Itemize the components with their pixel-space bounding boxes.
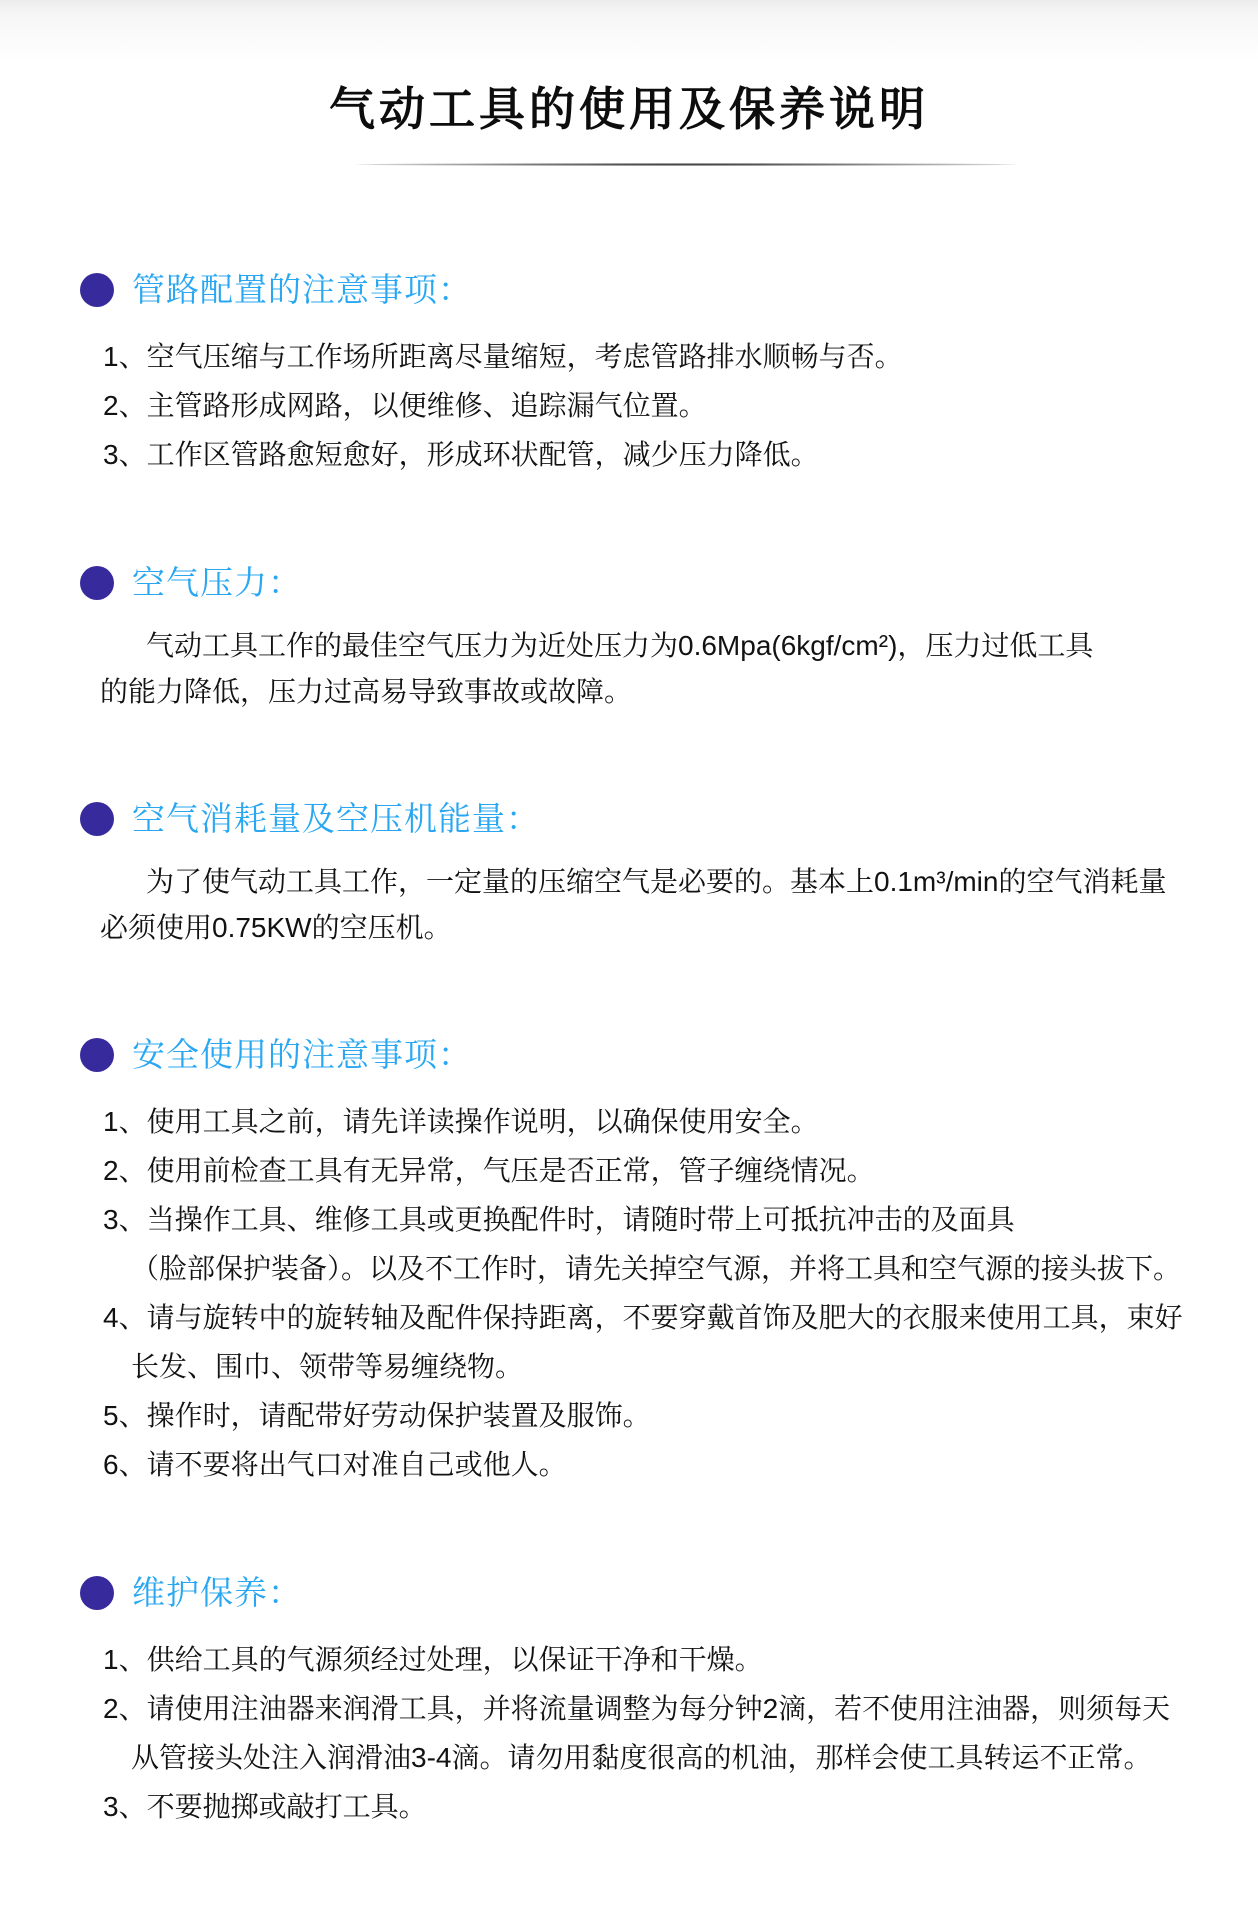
list-item: 3、当操作工具、维修工具或更换配件时，请随时带上可抵抗冲击的及面具: [103, 1204, 1015, 1236]
bullet-icon: [80, 802, 114, 836]
section-heading-row: [80, 799, 1238, 839]
list-item-continuation: （脸部保护装备）。以及不工作时，请先关掉空气源，并将工具和空气源的接头拔下。: [131, 1253, 1182, 1285]
list-item: 1、供给工具的气源须经过处理，以保证干净和干燥。: [103, 1644, 763, 1676]
list-item: 2、请使用注油器来润滑工具，并将流量调整为每分钟2滴，若不使用注油器，则须每天: [103, 1693, 1171, 1725]
list-item-continuation: 长发、围巾、领带等易缠绕物。: [131, 1351, 524, 1383]
list-item: 2、使用前检查工具有无异常，气压是否正常，管子缠绕情况。: [103, 1155, 875, 1187]
list-item: 3、不要抛掷或敲打工具。: [103, 1791, 427, 1823]
section-heading: 管路配置的注意事项：: [132, 271, 472, 309]
bullet-icon: [80, 1576, 114, 1610]
section-heading: 空气消耗量及空压机能量：: [132, 800, 540, 838]
section-maintenance: [80, 1573, 1238, 1831]
list-item: 1、空气压缩与工作场所距离尽量缩短，考虑管路排水顺畅与否。: [103, 341, 903, 373]
list-item: 2、主管路形成网路，以便维修、追踪漏气位置。: [103, 390, 707, 422]
section-air-pressure: [80, 563, 1238, 715]
bullet-icon: [80, 273, 114, 307]
section-heading: 安全使用的注意事项：: [132, 1036, 472, 1074]
bullet-icon: [80, 1038, 114, 1072]
section-heading: 维护保养：: [132, 1574, 302, 1612]
list-item-continuation: 从管接头处注入润滑油3-4滴。请勿用黏度很高的机油，那样会使工具转运不正常。: [131, 1742, 1152, 1774]
section-heading-row: [80, 270, 1238, 310]
section-heading-row: [80, 1573, 1238, 1613]
list-item: 5、操作时，请配带好劳动保护装置及服饰。: [103, 1400, 651, 1432]
list-item: 6、请不要将出气口对准自己或他人。: [103, 1449, 567, 1481]
section-paragraph: [100, 623, 1238, 715]
paragraph-line: 必须使用0.75KW的空压机。: [100, 912, 452, 944]
section-list: [103, 1635, 1238, 1831]
page-title: 气动工具的使用及保养说明: [329, 83, 929, 135]
list-item: 4、请与旋转中的旋转轴及配件保持距离，不要穿戴首饰及肥大的衣服来使用工具，束好: [103, 1302, 1183, 1334]
list-item: 3、工作区管路愈短愈好，形成环状配管，减少压力降低。: [103, 439, 819, 471]
title-divider: [356, 163, 1016, 166]
section-list: [103, 1097, 1238, 1489]
section-air-consumption: [80, 799, 1238, 951]
section-heading: 空气压力：: [132, 564, 302, 602]
section-heading-row: [80, 1035, 1238, 1075]
list-item: 1、使用工具之前，请先详读操作说明，以确保使用安全。: [103, 1106, 819, 1138]
section-safety-notes: [80, 1035, 1238, 1489]
paragraph-line: 气动工具工作的最佳空气压力为近处压力为0.6Mpa(6kgf/cm²)，压力过低工具: [146, 630, 1094, 662]
section-pipeline-config: [80, 270, 1238, 479]
bullet-icon: [80, 566, 114, 600]
paragraph-line: 为了使气动工具工作，一定量的压缩空气是必要的。基本上0.1m³/min的空气消耗量: [146, 866, 1167, 898]
paragraph-line: 的能力降低，压力过高易导致事故或故障。: [100, 676, 633, 708]
section-heading-row: [80, 563, 1238, 603]
section-list: [103, 332, 1238, 479]
section-paragraph: [100, 859, 1238, 951]
